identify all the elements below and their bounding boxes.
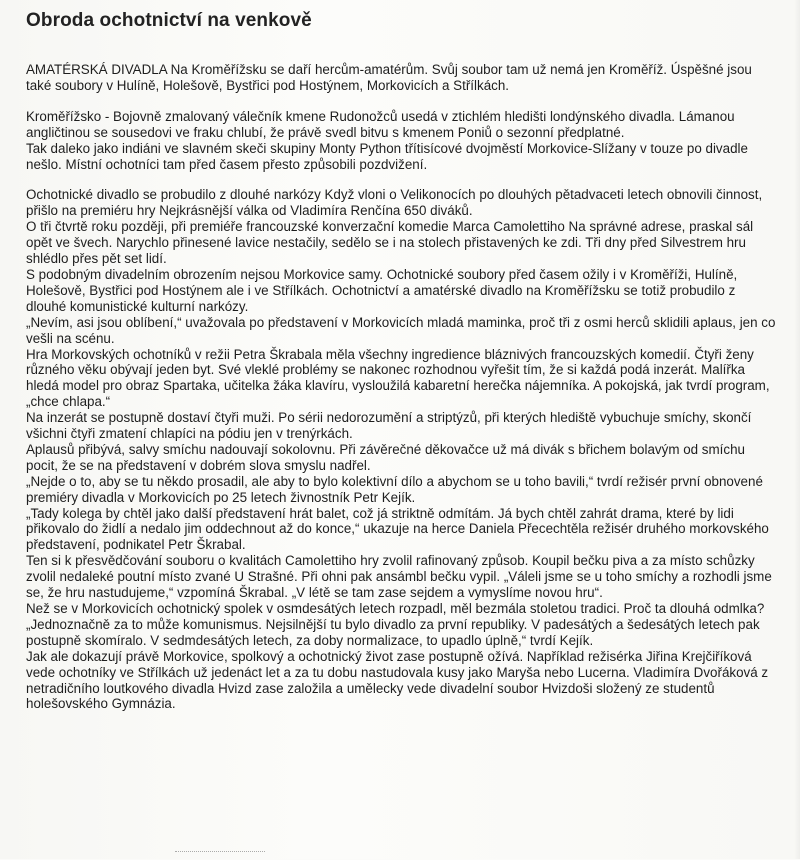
paragraph-quote: „Nevím, asi jsou oblíbení,“ uvažovala po představení v Morkovicích mladá maminka, proč tři z osmi herců sklidili aplaus, jen co vešli na scénu. [26, 314, 776, 346]
paragraph: Než se v Morkovicích ochotnický spolek v osmdesátých letech rozpadl, měl bezmála stoletou tradici. Proč ta dlouhá odmlka? [26, 601, 765, 616]
paragraph: Kroměřížsko - Bojovně zmalovaný válečník kmene Rudonožců usedá v ztichlém hledišti londýnského divadla. Lámanou angličtinou se sousedovi ve fraku chlubí, že právě svedl bitvu s kmenem Poniů o sezonní předplatné. [26, 108, 735, 140]
paragraph-quote: „Tady kolega by chtěl jako další představení hrát balet, což já striktně odmítám. Já bych chtěl zahrát drama, které by lidi přikovalo do židlí a nedalo jim oddechnout až do konce,“ ukazuje na herce Daniela Přecechtěla režisér druhého morkovského představení, podnikatel Petr Škrabal. [26, 505, 769, 553]
article-body [26, 62, 778, 712]
paragraph: O tři čtvrtě roku později, při premiéře francouzské konverzační komedie Marca Camolettiho Na správné adrese, praskal sál opět ve švech. Narychlo přinesené lavice nestačily, sedělo se i na stolech přistavených ke zdi. Tři dny před Silvestrem hru shlédlo přes pět set lidí. [26, 219, 754, 267]
paragraph: Hra Morkovských ochotníků v režii Petra Škrabala měla všechny ingredience bláznivých francouzských komedií. Čtyři ženy různého věku obývají jeden byt. Své vleklé problémy se nakonec rozhodnou vyřešit tím, že si každá podá inzerát. Malířka hledá model pro obraz Spartaka, učitelka žáka klavíru, vysloužilá kabaretní herečka nájemníka. A pokojská, jak tvrdí program, „chce chlapa.“ [26, 346, 770, 410]
paragraph: Ochotnické divadlo se probudilo z dlouhé narkózy Když vloni o Velikonocích po dlouhých pětadvaceti letech obnovili činnost, přišlo na premiéru hry Nejkrásnější válka od Vladimíra Renčína 650 diváků. [26, 187, 763, 219]
paragraph-quote: „Nejde o to, aby se tu někdo prosadil, ale aby to bylo kolektivní dílo a abychom se u toho bavili,“ tvrdí režisér první obnovené premiéry divadla v Morkovicích po 25 letech živnostník Petr Kejík. [26, 473, 763, 505]
paragraph: Na inzerát se postupně dostaví čtyři muži. Po sérii nedorozumění a striptýzů, při kterých hlediště vybuchuje smíchy, skončí všichni čtyři zmatení chlapíci na pódiu jen v trenýrkách. [26, 410, 752, 442]
paragraph: Aplausů přibývá, salvy smíchu nadouvají sokolovnu. Při závěrečné děkovačce už má divák s břichem bolavým od smíchu pocit, že se na představení v dobrém slova smyslu nadřel. [26, 441, 745, 473]
paragraph: S podobným divadelním obrozením nejsou Morkovice samy. Ochotnické soubory před časem ožily i v Kroměříži, Hulíně, Holešově, Bystřici pod Hostýnem ale i ve Střílkách. Ochotnictví a amatérské divadlo na Kroměřížsku se totiž probudilo z dlouhé komunistické kulturní narkózy. [26, 266, 738, 314]
paragraph: Tak daleko jako indiáni ve slavném skeči skupiny Monty Python třítisícové dvojměstí Morkovice-Slížany v touze po divadle nešlo. Místní ochotníci tam před časem přesto způsobili pozdvižení. [26, 140, 748, 172]
article-title: Obroda ochotnictví na venkově [26, 10, 312, 31]
scan-shadow-edge [794, 0, 800, 859]
paragraph-lead: AMATÉRSKÁ DIVADLA Na Kroměřížsku se daří hercům-amatérům. Svůj soubor tam už nemá jen Kroměříž. Úspěšné jsou také soubory v Hulíně, Holešově, Bystřici pod Hostýnem, Morkovicích a Střílkách. [26, 62, 752, 93]
paragraph: Ten si k přesvědčování souboru o kvalitách Camolettiho hry zvolil rafinovaný způsob. Koupil bečku piva a za místo schůzky zvolil nedaleké poutní místo zvané U Strašné. Při ohni pak ansámbl bečku vypil. „Váleli jsme se u toho smíchy a rozhodli jsme se, že hru nastudujeme,“ vzpomíná Škrabal. „V létě se tam zase sejdem a vymyslíme novou hru“. [26, 553, 772, 601]
paragraph-quote: „Jednoznačně za to může komunismus. Nejsilnější tu bylo divadlo za první republiky. V padesátých a šedesátých letech pak postupně skomíralo. V sedmdesátých letech, za doby normalizace, to upadlo úplně,“ tvrdí Kejík. [26, 616, 760, 648]
paragraph: Jak ale dokazují právě Morkovice, spolkový a ochotnický život zase postupně ožívá. Například režisérka Jiřina Krejčiříková vede ochotníky ve Střílkách už jedenáct let a za tu dobu nastudovala kusy jako Maryša nebo Lucerna. Vladimíra Dvořáková z netradičního loutkového divadla Hvizd zase založila a umělecky vede divadelní soubor Hvizdoši složený ze studentů holešovského Gymnázia. [26, 648, 769, 712]
